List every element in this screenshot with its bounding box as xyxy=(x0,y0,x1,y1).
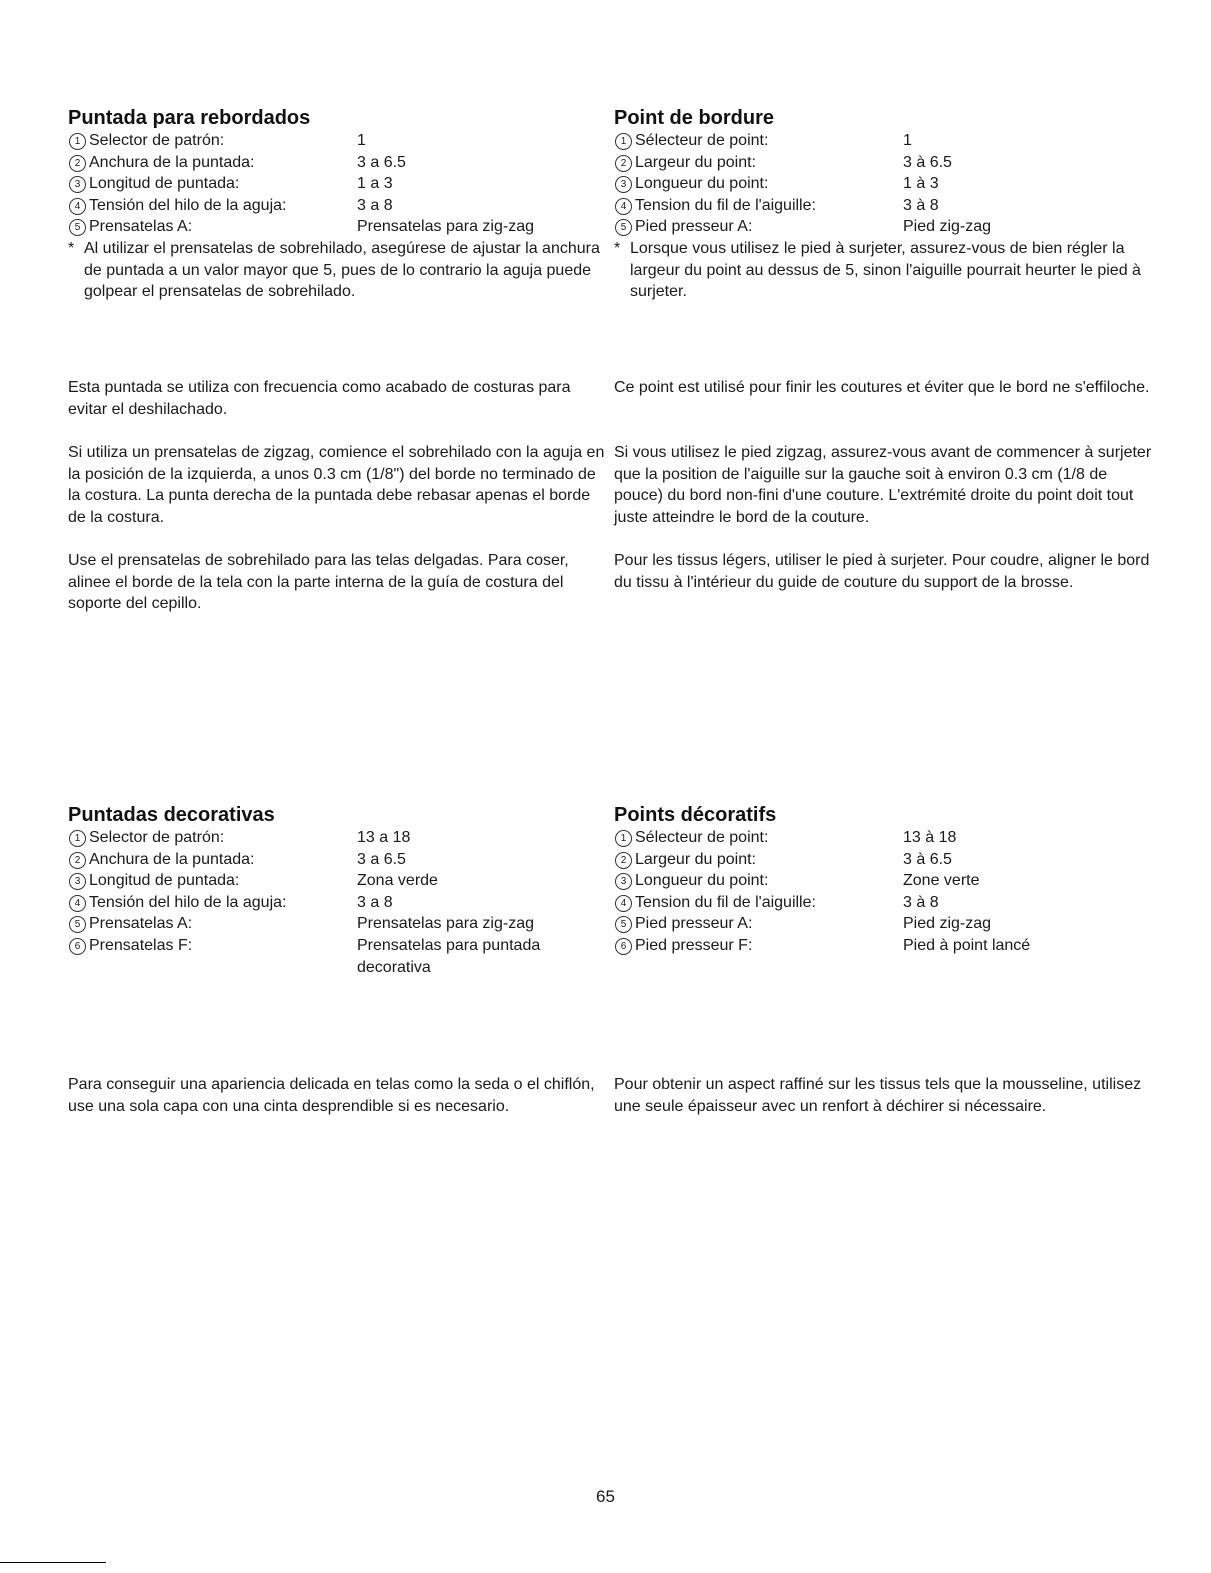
spec-value: Pied à point lancé xyxy=(903,936,1031,954)
spec-value: 1 xyxy=(357,132,366,149)
section2-es-specs-block xyxy=(68,803,608,978)
spec-value: 3 à 8 xyxy=(903,196,939,214)
spec-number: 1 xyxy=(615,133,632,150)
spec-number: 1 xyxy=(69,830,86,847)
spec-number: 4 xyxy=(615,895,632,912)
section2-fr-body xyxy=(614,1074,1154,1117)
section1-es-specs-block xyxy=(68,106,608,303)
spec-value: 3 à 8 xyxy=(903,893,939,911)
section1-es-title: Puntada para rebordados xyxy=(68,107,311,129)
spec-label: Anchura de la puntada: xyxy=(89,153,255,171)
section2-es-spec-list xyxy=(68,827,608,978)
section2-fr-spec-list xyxy=(614,827,1154,957)
spec-label: Sélecteur de point: xyxy=(635,132,769,149)
spec-number: 3 xyxy=(615,873,632,890)
spec-value: 13 à 18 xyxy=(903,829,957,846)
spec-label: Pied presseur A: xyxy=(635,915,753,933)
section2-es-title: Puntadas decorativas xyxy=(68,804,275,826)
spec-number: 6 xyxy=(69,938,86,955)
spec-label: Selector de patrón: xyxy=(89,132,225,149)
spec-row xyxy=(614,935,1154,957)
section1-fr-body xyxy=(614,442,1154,528)
body-paragraph: Pour obtenir un aspect raffiné sur les tissus tels que la mousseline, utilisez une seule épaisseur avec un renfort à déchirer si nécessaire. xyxy=(614,1076,1142,1115)
spec-label: Longitud de puntada: xyxy=(89,872,240,890)
spec-number: 1 xyxy=(615,830,632,847)
spec-number: 4 xyxy=(69,895,86,912)
page-number: 65 xyxy=(596,1487,615,1506)
spec-number: 3 xyxy=(69,176,86,193)
section1-fr-title: Point de bordure xyxy=(614,107,774,129)
spec-label: Largeur du point: xyxy=(635,850,756,868)
asterisk-icon: * xyxy=(614,239,621,257)
spec-value: Zone verte xyxy=(903,872,980,890)
spec-value: Prensatelas para zig-zag xyxy=(357,915,534,933)
spec-row xyxy=(614,216,1154,238)
spec-row xyxy=(68,870,608,892)
spec-label: Longitud de puntada: xyxy=(89,175,240,193)
spec-number: 2 xyxy=(69,155,86,172)
spec-value: 3 a 6.5 xyxy=(357,850,406,868)
spec-value: 3 à 6.5 xyxy=(903,850,952,868)
section1-es-note xyxy=(68,238,608,303)
spec-label: Prensatelas F: xyxy=(89,936,193,954)
body-paragraph: Use el prensatelas de sobrehilado para las telas delgadas. Para coser, alinee el borde de la tela con la parte interna de la guía de costura del soporte del cepillo. xyxy=(68,552,569,613)
spec-row xyxy=(68,935,608,978)
body-paragraph: Pour les tissus légers, utiliser le pied à surjeter. Pour coudre, aligner le bord du tissu à l'intérieur du guide de couture du support de la brosse. xyxy=(614,552,1150,591)
spec-row xyxy=(614,173,1154,195)
section1-es-body xyxy=(68,442,608,528)
spec-label: Longueur du point: xyxy=(635,872,769,890)
spec-label: Selector de patrón: xyxy=(89,829,225,846)
spec-number: 5 xyxy=(69,916,86,933)
spec-row xyxy=(614,152,1154,174)
spec-row xyxy=(68,849,608,871)
spec-number: 5 xyxy=(69,219,86,236)
asterisk-icon: * xyxy=(68,239,75,257)
spec-label: Pied presseur F: xyxy=(635,936,753,954)
spec-row xyxy=(68,827,608,849)
section1-fr-note xyxy=(614,238,1154,303)
spec-number: 5 xyxy=(615,219,632,236)
note-text: Al utilizar el prensatelas de sobrehilado, asegúrese de ajustar la anchura de puntada a un valor mayor que 5, pues de lo contrario la aguja puede golpear el prensatelas de sobrehilado. xyxy=(84,239,600,301)
body-paragraph: Para conseguir una apariencia delicada en telas como la seda o el chiflón, use una sola capa con una cinta desprendible si es necesario. xyxy=(68,1076,595,1115)
section1-fr-spec-list xyxy=(614,130,1154,238)
spec-value: Pied zig-zag xyxy=(903,915,992,933)
spec-number: 2 xyxy=(615,155,632,172)
spec-row xyxy=(614,849,1154,871)
spec-row xyxy=(614,827,1154,849)
spec-label: Anchura de la puntada: xyxy=(89,850,255,868)
spec-row xyxy=(68,152,608,174)
spec-value: 3 a 6.5 xyxy=(357,153,406,171)
spec-value: Pied zig-zag xyxy=(903,218,992,236)
section2-fr-specs-block xyxy=(614,803,1154,957)
spec-row xyxy=(68,173,608,195)
section2-es-body xyxy=(68,1074,608,1117)
spec-row xyxy=(614,130,1154,152)
spec-value: 1 a 3 xyxy=(357,175,393,193)
spec-value: 1 xyxy=(903,132,912,149)
section1-fr-specs-block xyxy=(614,106,1154,303)
spec-row xyxy=(68,130,608,152)
spec-number: 4 xyxy=(69,198,86,215)
body-paragraph: Si utiliza un prensatelas de zigzag, comience el sobrehilado con la aguja en la posición de la izquierda, a unos 0.3 cm (1/8") del borde no terminado de la costura. La punta derecha de la puntada debe rebasar apenas el borde de la costura. xyxy=(68,444,605,526)
spec-label: Tension du fil de l'aiguille: xyxy=(635,893,816,911)
footer-rule xyxy=(0,1562,106,1563)
spec-number: 4 xyxy=(615,198,632,215)
section1-es-body xyxy=(68,377,608,420)
section1-es-body xyxy=(68,550,608,615)
spec-number: 2 xyxy=(615,852,632,869)
spec-row xyxy=(68,892,608,914)
note-text: Lorsque vous utilisez le pied à surjeter, assurez-vous de bien régler la largeur du point au dessus de 5, sinon l'aiguille pourrait heurter le pied à surjeter. xyxy=(630,239,1141,301)
spec-value: 1 à 3 xyxy=(903,175,939,193)
spec-number: 6 xyxy=(615,938,632,955)
spec-value: 13 a 18 xyxy=(357,829,411,846)
spec-number: 2 xyxy=(69,852,86,869)
spec-value: 3 a 8 xyxy=(357,893,393,911)
spec-value: 3 a 8 xyxy=(357,196,393,214)
spec-row xyxy=(68,195,608,217)
spec-value: 3 à 6.5 xyxy=(903,153,952,171)
spec-label: Largeur du point: xyxy=(635,153,756,171)
spec-label: Tension du fil de l'aiguille: xyxy=(635,196,816,214)
spec-number: 5 xyxy=(615,916,632,933)
spec-value: Prensatelas para puntada decorativa xyxy=(357,936,541,976)
section2-fr-title: Points décoratifs xyxy=(614,804,777,826)
spec-label: Sélecteur de point: xyxy=(635,829,769,846)
spec-label: Prensatelas A: xyxy=(89,218,193,236)
section1-fr-body xyxy=(614,550,1154,593)
body-paragraph: Ce point est utilisé pour finir les coutures et éviter que le bord ne s'effiloche. xyxy=(614,379,1150,396)
body-paragraph: Esta puntada se utiliza con frecuencia como acabado de costuras para evitar el deshilachado. xyxy=(68,379,571,418)
spec-row xyxy=(614,870,1154,892)
spec-row xyxy=(614,892,1154,914)
spec-row xyxy=(614,195,1154,217)
spec-number: 3 xyxy=(69,873,86,890)
section1-fr-body xyxy=(614,377,1154,399)
spec-value: Zona verde xyxy=(357,872,438,890)
spec-label: Longueur du point: xyxy=(635,175,769,193)
section1-es-spec-list xyxy=(68,130,608,238)
spec-row xyxy=(68,216,608,238)
spec-label: Prensatelas A: xyxy=(89,915,193,933)
spec-row xyxy=(68,913,608,935)
spec-label: Tensión del hilo de la aguja: xyxy=(89,196,287,214)
spec-row xyxy=(614,913,1154,935)
body-paragraph: Si vous utilisez le pied zigzag, assurez-vous avant de commencer à surjeter que la position de l'aiguille sur la gauche soit à environ 0.3 cm (1/8 de pouce) du bord non-fini d'une couture. L'extrémité droite du point doit tout juste atteindre le bord de la couture. xyxy=(614,444,1152,526)
spec-value: Prensatelas para zig-zag xyxy=(357,218,534,236)
spec-label: Pied presseur A: xyxy=(635,218,753,236)
spec-number: 1 xyxy=(69,133,86,150)
spec-label: Tensión del hilo de la aguja: xyxy=(89,893,287,911)
spec-number: 3 xyxy=(615,176,632,193)
